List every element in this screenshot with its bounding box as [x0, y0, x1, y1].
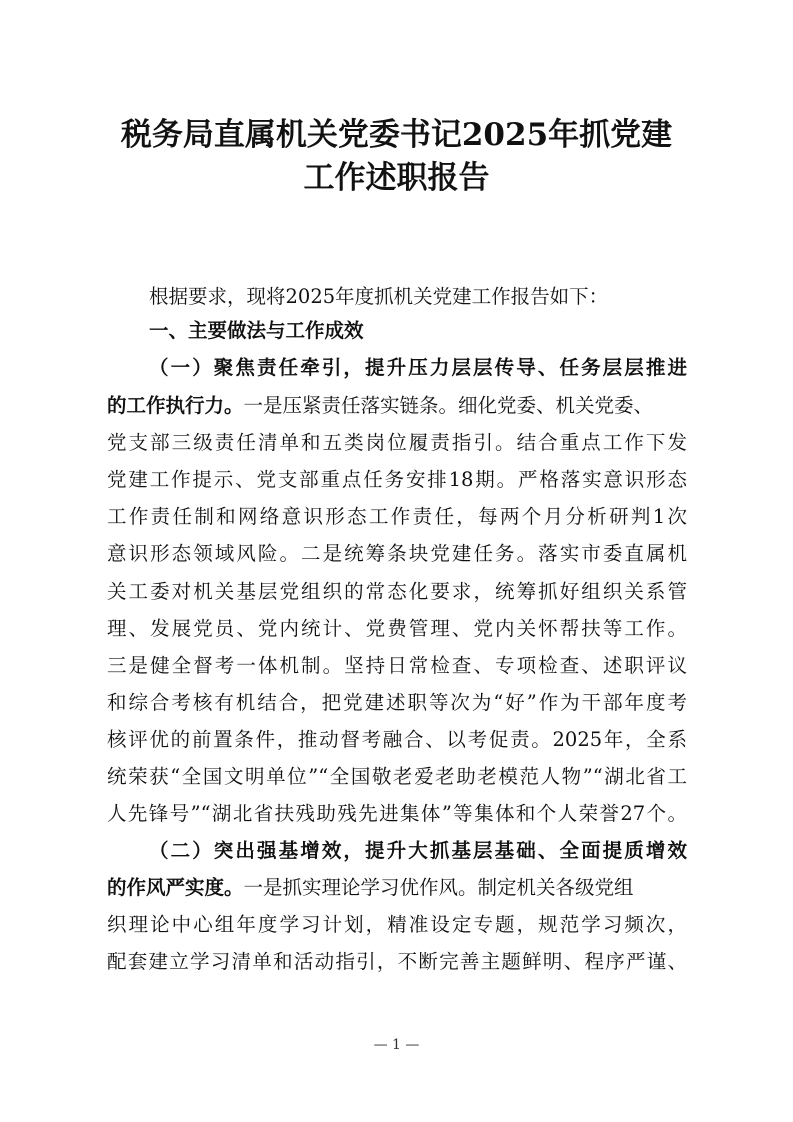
page-number: — 1 —: [373, 1037, 420, 1053]
paragraph-line: 关工委对机关基层党组织的常态化要求，统筹抓好组织关系管: [107, 580, 687, 603]
paragraph-line: 党建工作提示、党支部重点任务安排18期。严格落实意识形态: [107, 468, 687, 491]
subsection-heading-1-cont: 的工作执行力。: [107, 394, 244, 417]
paragraph-line: 核评优的前置条件，推动督考融合、以考促责。2025年，全系: [107, 728, 687, 751]
subsection-heading-2: （二）突出强基增效，提升大抓基层基础、全面提质增效: [149, 839, 687, 862]
paragraph-line: [107, 389, 687, 422]
paragraph-line: 配套建立学习清单和活动指引，不断完善主题鲜明、程序严谨、: [107, 950, 687, 973]
subsection-heading-2-cont: 的作风严实度。: [107, 876, 244, 899]
paragraph-line: 和综合考核有机结合，把党建述职等次为“好”作为干部年度考: [107, 691, 687, 714]
paragraph-line: 党支部三级责任清单和五类岗位履责指引。结合重点工作下发: [107, 431, 687, 454]
paragraph-line: 工作责任制和网络意识形态工作责任，每两个月分析研判1次: [107, 505, 687, 528]
paragraph-line: 统荣获“全国文明单位”“全国敬老爱老助老模范人物”“湖北省工: [107, 765, 687, 788]
paragraph-line: 意识形态领域风险。二是统筹条块党建任务。落实市委直属机: [107, 542, 687, 565]
paragraph-text: 一是压紧责任落实链条。细化党委、机关党委、: [243, 394, 654, 417]
document-title-line-1: 税务局直属机关党委书记2025年抓党建: [120, 117, 673, 153]
paragraph-line: 三是健全督考一体机制。坚持日常检查、专项检查、述职评议: [107, 654, 687, 677]
paragraph-line: 理、发展党员、党内统计、党费管理、党内关怀帮扶等工作。: [107, 617, 687, 640]
document-title-line-2: 工作述职报告: [303, 160, 490, 196]
section-heading: 一、主要做法与工作成效: [149, 319, 364, 342]
paragraph-line: [107, 871, 687, 904]
paragraph-line: 人先锋号”“湖北省扶残助残先进集体”等集体和个人荣誉27个。: [107, 802, 687, 825]
paragraph-text: 一是抓实理论学习优作风。制定机关各级党组: [243, 876, 634, 899]
subsection-heading-1: （一）聚焦责任牵引，提升压力层层传导、任务层层推进: [149, 356, 687, 379]
intro-paragraph: 根据要求，现将2025年度抓机关党建工作报告如下：: [149, 285, 609, 308]
paragraph-line: 织理论中心组年度学习计划，精准设定专题，规范学习频次，: [107, 913, 687, 936]
